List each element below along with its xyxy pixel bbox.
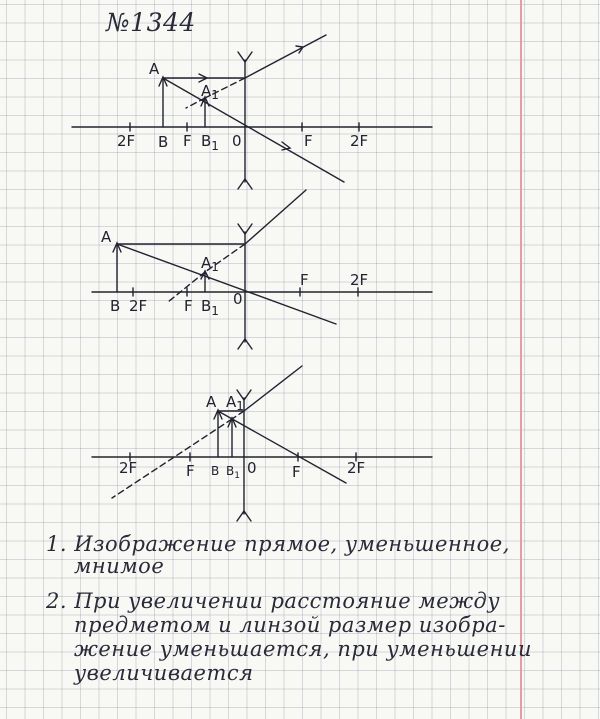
refracted-ray	[245, 35, 326, 78]
diagram-1	[72, 35, 432, 189]
answer-2-line-3: жение уменьшается, при уменьшении	[74, 637, 532, 661]
label-f-left: F	[183, 132, 192, 150]
label-a1: $A_1$	[201, 82, 219, 102]
label-f-right: F	[300, 271, 309, 289]
refracted-ray	[244, 366, 302, 411]
center-ray	[163, 78, 344, 182]
label-2f-right: 2F	[350, 132, 369, 150]
answer-2-line-2: предметом и линзой размер изобра-	[74, 613, 506, 637]
label-b1: $B_1$	[226, 464, 240, 481]
refracted-ray	[245, 190, 306, 244]
label-2f-left: 2F	[119, 459, 138, 477]
answer-1-line-2: мнимое	[74, 554, 165, 578]
label-f-left: F	[184, 297, 193, 315]
label-a1: $A_1$	[226, 393, 244, 413]
label-a1: $A_1$	[201, 254, 219, 274]
label-b1: $B_1$	[201, 297, 219, 318]
label-o: 0	[233, 290, 243, 308]
label-2f-right: 2F	[347, 459, 366, 477]
problem-number: №1344	[106, 8, 196, 37]
label-a: A	[101, 228, 112, 246]
label-b: B	[110, 297, 121, 315]
label-2f-left: 2F	[129, 297, 148, 315]
diagram-2	[92, 190, 432, 349]
label-o: 0	[247, 459, 257, 477]
label-f-right: F	[304, 132, 313, 150]
label-b: B	[211, 464, 220, 478]
diagram-3	[92, 366, 432, 521]
label-f-right: F	[292, 463, 301, 481]
label-f-left: F	[186, 462, 195, 480]
answer-1-line-1: 1. Изображение прямое, уменьшенное,	[46, 532, 510, 556]
answer-2-line-4: увеличивается	[74, 661, 254, 685]
label-a: A	[206, 393, 217, 411]
label-b1: $B_1$	[201, 132, 219, 153]
label-2f-left: 2F	[117, 132, 136, 150]
answer-2-line-1: 2. При увеличении расстояние между	[46, 589, 501, 613]
label-2f-right: 2F	[350, 271, 369, 289]
label-o: 0	[232, 132, 242, 150]
label-a: A	[149, 60, 160, 78]
ray-arrowhead	[282, 142, 290, 150]
label-b: B	[158, 133, 169, 151]
